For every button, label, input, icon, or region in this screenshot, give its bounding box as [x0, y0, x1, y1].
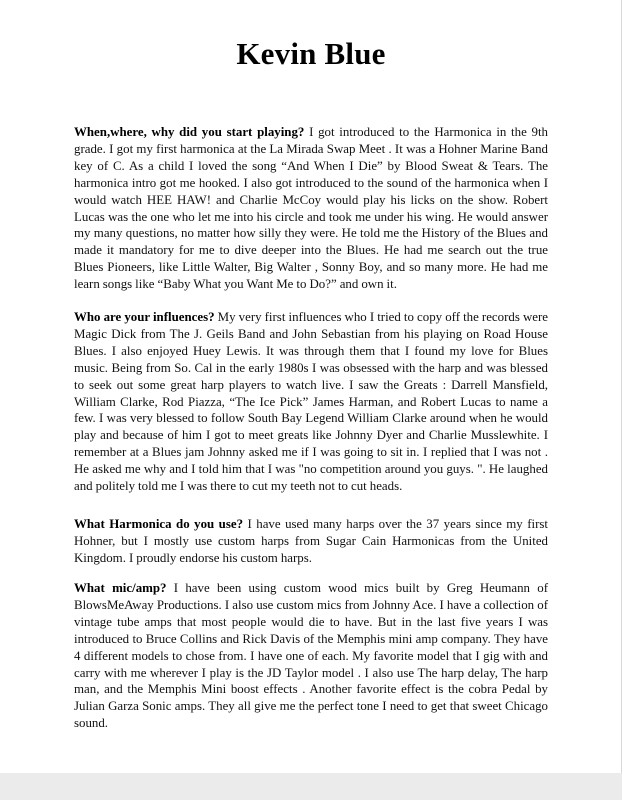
question-start-playing: When,where, why did you start playing? — [74, 125, 305, 139]
question-harmonica: What Harmonica do you use? — [74, 517, 244, 531]
page-title: Kevin Blue — [236, 36, 386, 71]
question-mic-amp: What mic/amp? — [74, 581, 167, 595]
section-harmonica — [74, 516, 548, 567]
section-start-playing — [74, 124, 548, 293]
section-influences — [74, 309, 548, 495]
answer-start-playing: I got introduced to the Harmonica in the 9th grade. I got my first harmonica at the La Mirada Swap Meet . It was a Hohner Marine Band key of C. As a child I loved the song “And When I Die” by Blood Sweat & Tears. The harmonica intro got me hooked. I also got introduced to the sound of the harmonica when I would watch HEE HAW! and Charlie McCoy would play his licks on the show. Robert Lucas was the one who let me into his circle and took me under his wing. He would answer my many questions, no matter how silly they were. He told me the History of the Blues and made it mandatory for me to dive deeper into the Blues. He had me search out the true Blues Pioneers, like Little Walter, Big Walter , Sonny Boy, and so many more. He had me learn songs like “Baby What you Want Me to Do?” and own it. — [74, 125, 548, 292]
section-mic-amp — [74, 580, 548, 732]
question-influences: Who are your influences? — [74, 310, 215, 324]
answer-influences: My very first influences who I tried to copy off the records were Magic Dick from The J. Geils Band and John Sebastian from his playing on Road House Blues. I also enjoyed Huey Lewis. It was through them that I found my love for Blues music. Being from So. Cal in the early 1980s I was obsessed with the harp and was blessed to seek out some great harp players to watch live. I saw the Greats : Darrell Mansfield, William Clarke, Rod Piazza, “The Ice Pick” James Harman, and Robert Lucas to name a few. I was very blessed to follow South Bay Legend William Clarke around when he would play and because of him I got to meet greats like Johnny Dyer and Charlie Musslewhite. I remember at a Blues jam Johnny asked me if I was going to sit in. I replied that I was not . He asked me why and I told him that I was "no competition around you guys. ". He laughed and politely told me I was there to cut my teeth not to cut heads. — [74, 310, 548, 494]
answer-harmonica: I have used many harps over the 37 years since my first Hohner, but I mostly use custom harps from Sugar Cain Harmonicas from the United Kingdom. I proudly endorse his custom harps. — [74, 517, 548, 565]
answer-mic-amp: I have been using custom wood mics built by Greg Heumann of BlowsMeAway Productions. I also use custom mics from Johnny Ace. I have a collection of vintage tube amps that most people would die to have. But in the last five years I was introduced to Bruce Collins and Rick Davis of the Memphis mini amp company. They have 4 different models to chose from. I have one of each. My favorite model that I gig with and carry with me wherever I play is the JD Taylor model . I also use The harp delay, The harp man, and the Memphis Mini boost effects . Another favorite effect is the cobra Pedal by Julian Garza Sonic amps. They all give me the perfect tone I need to get that sweet Chicago sound. — [74, 581, 548, 731]
